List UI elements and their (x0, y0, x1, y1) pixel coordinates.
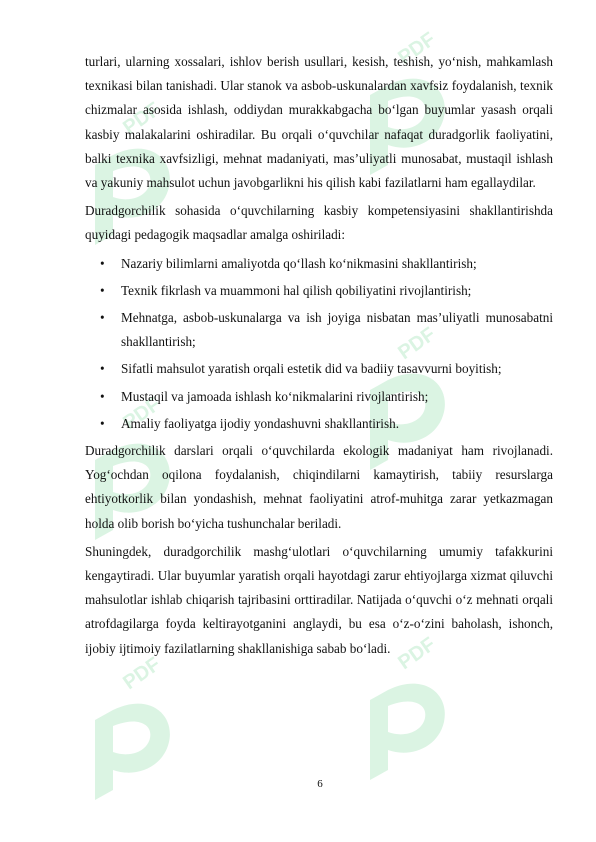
list-item (85, 252, 553, 276)
goals-list (85, 252, 553, 436)
list-item-text: Nazariy bilimlarni amaliyotda qo‘llash ko‘nikmasini shakllantirish; (121, 255, 477, 271)
bullet-icon: • (100, 255, 105, 271)
paragraph: Duradgorchilik darslari orqali o‘quvchilarda ekologik madaniyat ham rivojlanadi. Yog‘ochdan oqilona foydalanish, chiqindilarni kamaytirish, tabiiy resurslarga ehtiyotkorlik bilan yondashish, mehnat faoliyatini atrof-muhitga zarar yetkazmagan holda olib borish bo‘yicha tushunchalar beriladi. (85, 443, 553, 531)
paragraph: turlari, ularning xossalari, ishlov berish usullari, kesish, teshish, yo‘nish, mahkamlash texnikasi bilan tanishadi. Ular stanok va asbob-uskunalardan xavfsiz foydalanish, texnik chizmalar asosida ishlash, oddiydan murakkabgacha bo‘lgan buyumlar yasash orqali kasbiy malakalarini oshiradilar. Bu orqali o‘quvchilar nafaqat duradgorlik faoliyatini, balki texnika xavfsizligi, mehnat madaniyati, mas’uliyatli munosabat, mustaqil ishlash va yakuniy mahsulot uchun javobgarlikni his qilish kabi fazilatlarni ham egallaydilar. (85, 54, 553, 191)
page-number: 6 (317, 778, 323, 790)
list-item (85, 357, 553, 381)
list-item-text: Texnik fikrlash va muammoni hal qilish qobiliyatini rivojlantirish; (121, 282, 472, 298)
list-item (85, 279, 553, 303)
bullet-icon: • (100, 361, 105, 377)
bullet-icon: • (100, 310, 105, 326)
paragraph: Shuningdek, duradgorchilik mashg‘ulotlari o‘quvchilarning umumiy tafakkurini kengaytiradi. Ular buyumlar yaratish orqali hayotdagi zarur ehtiyojlarga xizmat qiluvchi mahsulotlar ishlab chiqarish tajribasini orttiradilar. Natijada o‘quvchi o‘z mehnati orqali atrofdagilarga foyda keltirayotganini anglaydi, bu esa o‘z-o‘zini baholash, ishonch, ijobiy ijtimoiy fazilatlarning shakllanishiga sabab bo‘ladi. (85, 543, 553, 656)
bullet-icon: • (100, 282, 105, 298)
list-item-text: Mustaqil va jamoada ishlash ko‘nikmalarini rivojlantirish; (121, 388, 429, 404)
paragraph: Duradgorchilik sohasida o‘quvchilarning kasbiy kompetensiyasini shakllantirishda quyidagi pedagogik maqsadlar amalga oshiriladi: (85, 203, 553, 243)
bullet-icon: • (100, 388, 105, 404)
list-item-text: Sifatli mahsulot yaratish orqali estetik did va badiiy tasavvurni boyitish; (121, 361, 502, 377)
bullet-icon: • (100, 415, 105, 431)
list-item (85, 412, 553, 436)
body-text (85, 50, 553, 665)
list-item-text: Mehnatga, asbob-uskunalarga va ish joyiga nisbatan mas’uliyatli munosabatni shakllantirish; (121, 310, 553, 350)
list-item (85, 385, 553, 409)
list-item-text: Amaliy faoliyatga ijodiy yondashuvni shakllantirish. (121, 415, 399, 431)
list-item (85, 306, 553, 354)
